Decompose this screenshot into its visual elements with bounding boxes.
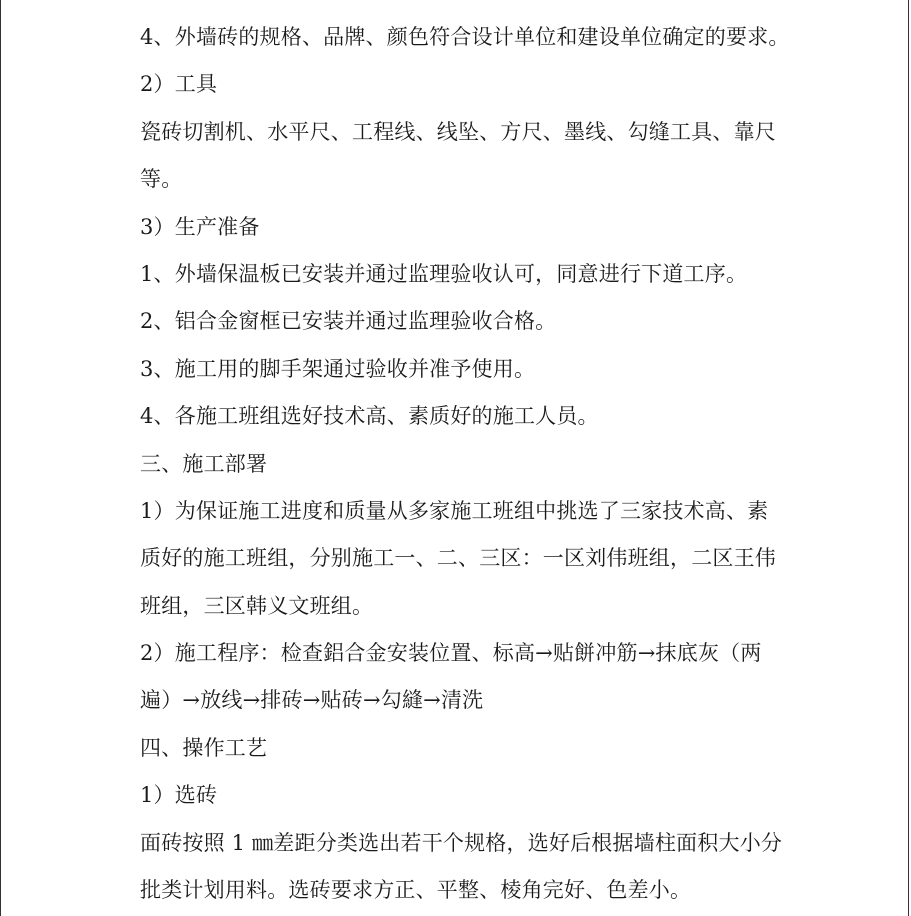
text-line: 2）施工程序：检查鋁合金安装位置、标高→贴餅冲筋→抹底灰（两 (140, 641, 762, 666)
text-line: 瓷砖切割机、水平尺、工程线、线坠、方尺、墨线、勾缝工具、靠尺 (140, 119, 776, 144)
text-line: 4、外墙砖的规格、品牌、颜色符合设计单位和建设单位确定的要求。 (140, 25, 790, 49)
section-heading: 2）工具 (140, 72, 218, 97)
text-line: 1）为保证施工进度和质量从多家施工班组中挑选了三家技术高、素 (140, 498, 769, 523)
section-heading: 1）选砖 (140, 783, 218, 808)
chapter-heading: 三、施工部署 (140, 451, 268, 476)
text-line: 遍）→放线→排砖→贴砖→勾縫→清洗 (140, 688, 484, 713)
text-line: 2、铝合金窗框已安装并通过监理验收合格。 (140, 309, 557, 334)
section-heading: 3）生产准备 (140, 214, 260, 239)
text-line: 班组，三区韩义文班组。 (140, 593, 374, 618)
text-line: 3、施工用的脚手架通过验收并准予使用。 (140, 356, 536, 381)
chapter-heading: 四、操作工艺 (140, 735, 268, 760)
text-line: 1、外墙保温板已安装并通过监理验收认可，同意进行下道工序。 (140, 261, 748, 286)
text-line: 批类计划用料。选砖要求方正、平整、棱角完好、色差小。 (140, 878, 692, 903)
text-line: 等。 (140, 167, 183, 192)
document-body (140, 14, 790, 914)
text-line: 质好的施工班组，分别施工一、二、三区：一区刘伟班组，二区王伟 (140, 546, 776, 571)
text-line: 4、各施工班组选好技术高、素质好的施工人员。 (140, 404, 599, 429)
text-line: 面砖按照 1 ㎜差距分类选出若干个规格，选好后根据墙柱面积大小分 (140, 830, 783, 855)
